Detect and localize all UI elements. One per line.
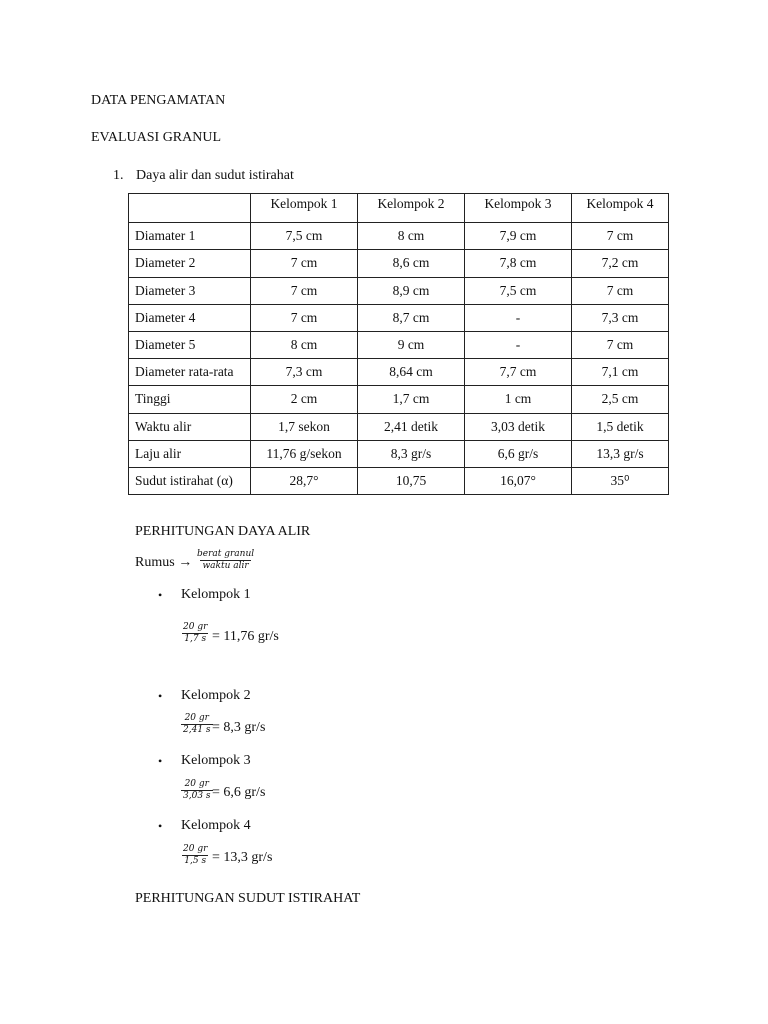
table-cell: 2,41 detik	[358, 413, 465, 440]
fraction-numerator: 20 gr	[183, 622, 208, 632]
table-cell: 11,76 g/sekon	[251, 440, 358, 467]
group-result: = 13,3 gr/s	[212, 850, 273, 865]
table-cell: -	[465, 331, 572, 358]
table-header-cell	[129, 194, 251, 223]
rumus-numerator: berat granul	[197, 549, 255, 559]
table-cell: 8,3 gr/s	[358, 440, 465, 467]
row-label: Diameter 4	[129, 304, 251, 331]
table-cell: 28,7°	[251, 467, 358, 494]
table-cell: 2,5 cm	[572, 386, 669, 413]
table-cell: 6,6 gr/s	[465, 440, 572, 467]
row-label: Diamater 1	[129, 223, 251, 250]
table-row	[129, 440, 669, 467]
table-header-cell: Kelompok 3	[465, 194, 572, 223]
table-cell: -	[465, 304, 572, 331]
table-header-cell: Kelompok 1	[251, 194, 358, 223]
group-result: = 11,76 gr/s	[212, 629, 279, 644]
heading-data-pengamatan: DATA PENGAMATAN	[91, 93, 226, 108]
data-table	[128, 193, 669, 495]
section-perhitungan-sudut-istirahat: PERHITUNGAN SUDUT ISTIRAHAT	[135, 891, 361, 906]
table-row	[129, 413, 669, 440]
group-label: Kelompok 2	[181, 688, 251, 703]
table-cell: 7 cm	[572, 331, 669, 358]
fraction-denominator: 1,5 s	[184, 856, 207, 866]
row-label: Diameter 2	[129, 250, 251, 277]
table-cell: 1,5 detik	[572, 413, 669, 440]
group-fraction	[181, 779, 213, 802]
table-cell: 7,2 cm	[572, 250, 669, 277]
section-perhitungan-daya-alir: PERHITUNGAN DAYA ALIR	[135, 524, 311, 539]
group-fraction	[181, 713, 213, 736]
group-fraction	[181, 622, 209, 645]
table-cell: 1,7 cm	[358, 386, 465, 413]
table-cell: 7 cm	[572, 223, 669, 250]
table-cell: 16,07°	[465, 467, 572, 494]
table-row	[129, 223, 669, 250]
table-cell: 8,6 cm	[358, 250, 465, 277]
table-cell: 1 cm	[465, 386, 572, 413]
table-cell: 9 cm	[358, 331, 465, 358]
table-row	[129, 386, 669, 413]
table-cell: 7 cm	[251, 277, 358, 304]
fraction-numerator: 20 gr	[184, 713, 209, 723]
table-header-row	[129, 194, 669, 223]
group-fraction	[181, 844, 209, 867]
table-cell: 8,64 cm	[358, 359, 465, 386]
table-row	[129, 331, 669, 358]
rumus-fraction	[195, 549, 256, 572]
table-cell: 13,3 gr/s	[572, 440, 669, 467]
table-row	[129, 467, 669, 494]
row-label: Diameter 3	[129, 277, 251, 304]
table-row	[129, 277, 669, 304]
list-item-text: Daya alir dan sudut istirahat	[136, 168, 294, 183]
heading-evaluasi-granul: EVALUASI GRANUL	[91, 130, 222, 145]
group-result: = 8,3 gr/s	[212, 720, 266, 735]
table-cell: 7 cm	[251, 304, 358, 331]
arrow-icon: →	[178, 555, 193, 570]
list-number: 1.	[113, 168, 124, 183]
table-cell: 7,7 cm	[465, 359, 572, 386]
table-cell: 7 cm	[251, 250, 358, 277]
bullet-icon: •	[158, 689, 163, 703]
fraction-numerator: 20 gr	[183, 844, 208, 854]
table-cell: 7,8 cm	[465, 250, 572, 277]
table-cell: 10,75	[358, 467, 465, 494]
row-label: Laju alir	[129, 440, 251, 467]
table-cell: 7 cm	[572, 277, 669, 304]
table-row	[129, 250, 669, 277]
table-row	[129, 304, 669, 331]
row-label: Sudut istirahat (α)	[129, 467, 251, 494]
table-cell: 7,9 cm	[465, 223, 572, 250]
group-label: Kelompok 1	[181, 587, 251, 602]
table-row	[129, 359, 669, 386]
table-cell: 7,1 cm	[572, 359, 669, 386]
bullet-icon: •	[158, 754, 163, 768]
fraction-denominator: 3,03 s	[183, 791, 211, 801]
row-label: Waktu alir	[129, 413, 251, 440]
table-cell: 2 cm	[251, 386, 358, 413]
rumus-denominator: waktu alir	[202, 561, 249, 571]
table-header-cell: Kelompok 2	[358, 194, 465, 223]
table-cell: 1,7 sekon	[251, 413, 358, 440]
bullet-icon: •	[158, 588, 163, 602]
group-label: Kelompok 3	[181, 753, 251, 768]
bullet-icon: •	[158, 819, 163, 833]
table-cell: 35⁰	[572, 467, 669, 494]
table-cell: 8,7 cm	[358, 304, 465, 331]
fraction-denominator: 2,41 s	[183, 725, 211, 735]
group-result: = 6,6 gr/s	[212, 785, 266, 800]
table-header-cell: Kelompok 4	[572, 194, 669, 223]
table-cell: 8,9 cm	[358, 277, 465, 304]
fraction-numerator: 20 gr	[184, 779, 209, 789]
rumus-text: Rumus	[135, 555, 175, 570]
table-cell: 8 cm	[358, 223, 465, 250]
fraction-denominator: 1,7 s	[184, 634, 207, 644]
table-cell: 7,3 cm	[572, 304, 669, 331]
row-label: Diameter 5	[129, 331, 251, 358]
table-cell: 7,5 cm	[251, 223, 358, 250]
group-label: Kelompok 4	[181, 818, 251, 833]
row-label: Tinggi	[129, 386, 251, 413]
table-cell: 3,03 detik	[465, 413, 572, 440]
table-cell: 7,3 cm	[251, 359, 358, 386]
rumus-label	[135, 555, 192, 571]
table-cell: 8 cm	[251, 331, 358, 358]
row-label: Diameter rata-rata	[129, 359, 251, 386]
table-cell: 7,5 cm	[465, 277, 572, 304]
